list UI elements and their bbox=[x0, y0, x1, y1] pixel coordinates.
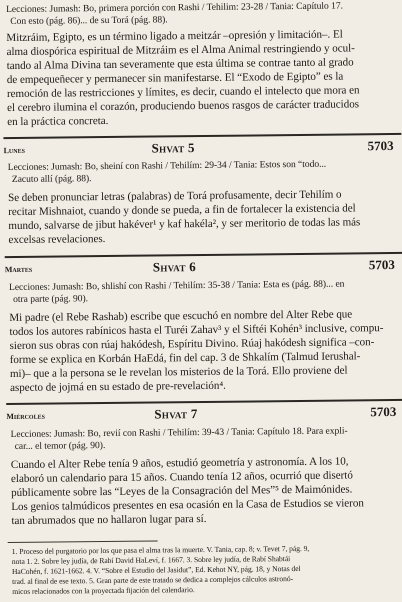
text-line: Cuando el Alter Rebe tenía 9 años, estudió geometría y astronomía. A los 10, bbox=[10, 455, 349, 472]
text-line: mi)– que a la persona se le revelan los misterios de la Torá. Ello proviene del bbox=[9, 364, 348, 381]
lessons-line: Lecciones: Jumash: Bo, shlishí con Rashi / Tehilím: 35-38 / Tania: Esta es (pág. 88)... en bbox=[8, 278, 345, 294]
footnote-divider bbox=[8, 540, 158, 543]
lessons-line: otra parte (pág. 90). bbox=[13, 293, 89, 305]
text-line: tan abrumados que no hallaron lugar para sí. bbox=[11, 512, 207, 528]
section-year: 5703 bbox=[367, 137, 394, 154]
top-lessons-line: Lecciones: Jumash: Bo, primera porción con Rashi / Tehilim: 23-28 / Tania: Capítulo 17. bbox=[6, 0, 344, 16]
top-text-line: Mitzráim, Egipto, es un término ligado a meitzár –opresión y limitación–. El bbox=[6, 28, 343, 45]
text-line: elaboró un calendario para 15 años. Cuando tenía 12 años, ocurrió que disertó bbox=[10, 469, 353, 486]
text-line: Mi padre (el Rebe Rashab) escribe que escuchó en nombre del Alter Rebe que bbox=[9, 308, 353, 325]
top-text-line: de empequeñecer y permanecer sin manifestarse. El “Exodo de Egipto” es la bbox=[6, 70, 344, 87]
text-line: públicamente sobre las “Leyes de la Consagración del Mes”⁵ de Maimónides. bbox=[11, 483, 353, 500]
weekday-label: Lunes bbox=[3, 145, 25, 156]
weekday-label: Martes bbox=[4, 264, 33, 275]
top-text-line: alma diospórica espiritual de Mitzráim es el Alma Animal restringiendo y ocul- bbox=[6, 42, 355, 59]
section-year: 5703 bbox=[368, 256, 395, 273]
section-title: Shvat 7 bbox=[154, 406, 198, 422]
footnote-line: HaCohén, f. 1621-1662. 4. V. “Sobre el Estudio del Jasidut”, Ed. Kehot NY, pág. 18, y Notas del bbox=[11, 563, 301, 577]
section-year: 5703 bbox=[370, 403, 397, 420]
text-line: mundo, salvarse de jibut hakéver¹ y kaf hakéla², y ser meritorio de todas las más bbox=[8, 216, 361, 233]
weekday-label: Miércoles bbox=[6, 411, 45, 422]
footnote-line: micos relacionados con la proyectada fijación del calendario. bbox=[12, 585, 195, 597]
footnote-line: nota 1. 2. Sobre ley judía, de Rabí David HaLeví, f. 1667. 3. Sobre ley judía, de Rabí Shabtái bbox=[11, 554, 291, 567]
section-title: Shvat 6 bbox=[152, 259, 197, 275]
top-text-line: el cerebro ilumina el corazón, produciendo buenos rasgos de carácter traducidos bbox=[7, 98, 359, 115]
top-text-line: tando al Alma Divina tan severamente que esta última se contrae tanto al grado bbox=[6, 56, 354, 73]
section-divider bbox=[3, 133, 401, 139]
top-text-line: en la práctica concreta. bbox=[7, 114, 109, 129]
text-line: recitar Mishnaiot, cuando y donde se pueda, a fin de fortalecer la existencia del bbox=[8, 202, 356, 219]
section-title: Shvat 5 bbox=[151, 140, 195, 156]
lessons-line: Lecciones: Jumash: Bo, sheiní con Rashi / Tehilím: 29-34 / Tania: Estos son “todo... bbox=[7, 158, 327, 174]
text-line: Se deben pronunciar letras (palabras) de Torá profusamente, decir Tehilím o bbox=[8, 188, 342, 205]
text-line: forme se explica en Korbán HaEdá, fin del cap. 3 de Shkalím (Talmud Ierushal- bbox=[9, 350, 361, 367]
lessons-line: Zacuto allí (pág. 88). bbox=[11, 173, 92, 185]
footnote-line: trad. al final de ese texto. 5. Gran parte de este tratado se dedica a complejos cálculos astronó- bbox=[12, 574, 294, 587]
text-line: todos los autores rabínicos hasta el Turéi Zahav³ y el Siftéi Kohén³ inclusive, compu- bbox=[9, 322, 384, 339]
section-divider bbox=[6, 399, 402, 405]
text-line: sieron sus obras con rúaj hakódesh, Espíritu Divino. Rúaj hakódesh significa –con- bbox=[9, 336, 375, 353]
text-line: excelsas revelaciones. bbox=[8, 233, 106, 247]
top-text-line: remoción de las restricciones y límites, es decir, cuando el intelecto que mora en bbox=[6, 84, 360, 101]
footnote-line: 1. Proceso del purgatorio por los que pasa el alma tras la muerte. V. Tania, cap. 8; v. Tevet 7, pág. 9, bbox=[11, 543, 310, 557]
top-lessons-line: Con esto (pág. 86)... de su Torá (pág. 88). bbox=[10, 14, 168, 27]
lessons-line: car... el temor (pág. 90). bbox=[14, 440, 106, 452]
text-line: Los genios talmúdicos presentes en esa ocasión en la Casa de Estudios se vieron bbox=[11, 497, 364, 514]
text-line: aspecto de jojmá en su estado de pre-revelación⁴. bbox=[9, 379, 226, 395]
section-divider bbox=[5, 252, 402, 258]
lessons-line: Lecciones: Jumash: Bo, revií con Rashi / Tehilím: 39-43 / Tania: Capítulo 18. Para expli- bbox=[10, 425, 348, 441]
